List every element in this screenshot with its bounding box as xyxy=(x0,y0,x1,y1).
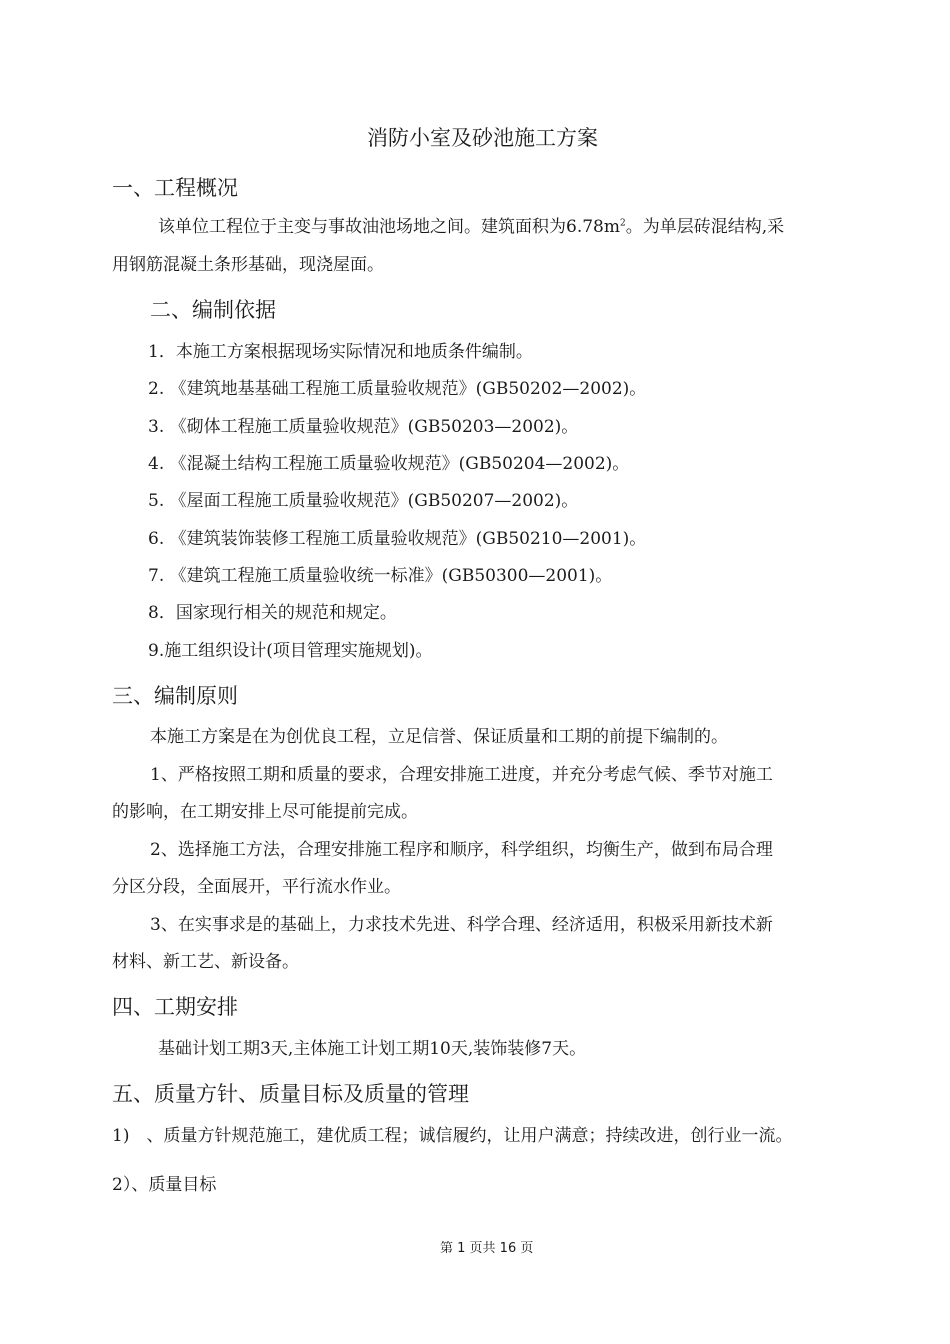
principles-intro: 本施工方案是在为创优良工程，立足信誉、保证质量和工期的前提下编制的。 xyxy=(150,727,728,747)
basis-list-item: 1．本施工方案根据现场实际情况和地质条件编制。 xyxy=(148,342,533,362)
section-heading-quality: 五、质量方针、质量目标及质量的管理 xyxy=(112,1082,469,1106)
schedule-paragraph: 基础计划工期3天,主体施工计划工期10天,装饰装修7天。 xyxy=(158,1039,587,1059)
basis-list-item: 9.施工组织设计(项目管理实施规划)。 xyxy=(148,641,433,661)
section-heading-principles: 三、编制原则 xyxy=(112,684,238,708)
principle-1-line-2: 的影响，在工期安排上尽可能提前完成。 xyxy=(112,802,418,822)
section-heading-schedule: 四、工期安排 xyxy=(112,995,238,1019)
principle-3-line-2: 材料、新工艺、新设备。 xyxy=(112,952,299,972)
principle-1-line-1: 1、严格按照工期和质量的要求，合理安排施工进度，并充分考虑气候、季节对施工 xyxy=(150,765,773,785)
principle-2-line-2: 分区分段，全面展开，平行流水作业。 xyxy=(112,877,401,897)
document-title: 消防小室及砂池施工方案 xyxy=(367,126,598,150)
basis-list-item: 7. 《建筑工程施工质量验收统一标准》(GB50300—2001)。 xyxy=(148,566,613,586)
area-superscript: 2 xyxy=(619,218,626,229)
basis-list-item: 5. 《屋面工程施工质量验收规范》(GB50207—2002)。 xyxy=(148,491,579,511)
overview-paragraph-line-1: 该单位工程位于主变与事故油池场地之间。建筑面积为$6.78m^2$。为单层砖混结构,采 xyxy=(158,217,785,237)
page-number-footer: 第 1 页共 16 页 xyxy=(440,1241,534,1256)
basis-list-item: 6. 《建筑装饰装修工程施工质量验收规范》(GB50210—2001)。 xyxy=(148,529,647,549)
basis-list-item: 2. 《建筑地基基础工程施工质量验收规范》(GB50202—2002)。 xyxy=(148,379,647,399)
principle-3-line-1: 3、在实事求是的基础上，力求技术先进、科学合理、经济适用，积极采用新技术新 xyxy=(150,915,773,935)
overview-paragraph-line-2: 用钢筋混凝土条形基础，现浇屋面。 xyxy=(112,255,384,275)
basis-list-item: 4. 《混凝土结构工程施工质量验收规范》(GB50204—2002)。 xyxy=(148,454,630,474)
basis-list-item: 3. 《砌体工程施工质量验收规范》(GB50203—2002)。 xyxy=(148,417,579,437)
quality-item-2: 2）、质量目标 xyxy=(112,1175,217,1195)
principle-2-line-1: 2、选择施工方法，合理安排施工程序和顺序，科学组织，均衡生产，做到布局合理 xyxy=(150,840,773,860)
section-heading-basis: 二、编制依据 xyxy=(150,298,276,322)
section-heading-overview: 一、工程概况 xyxy=(112,176,238,200)
basis-list-item: 8．国家现行相关的规范和规定。 xyxy=(148,603,397,623)
quality-item-1: 1) 、质量方针规范施工，建优质工程；诚信履约，让用户满意；持续改进，创行业一流。 xyxy=(112,1126,793,1146)
